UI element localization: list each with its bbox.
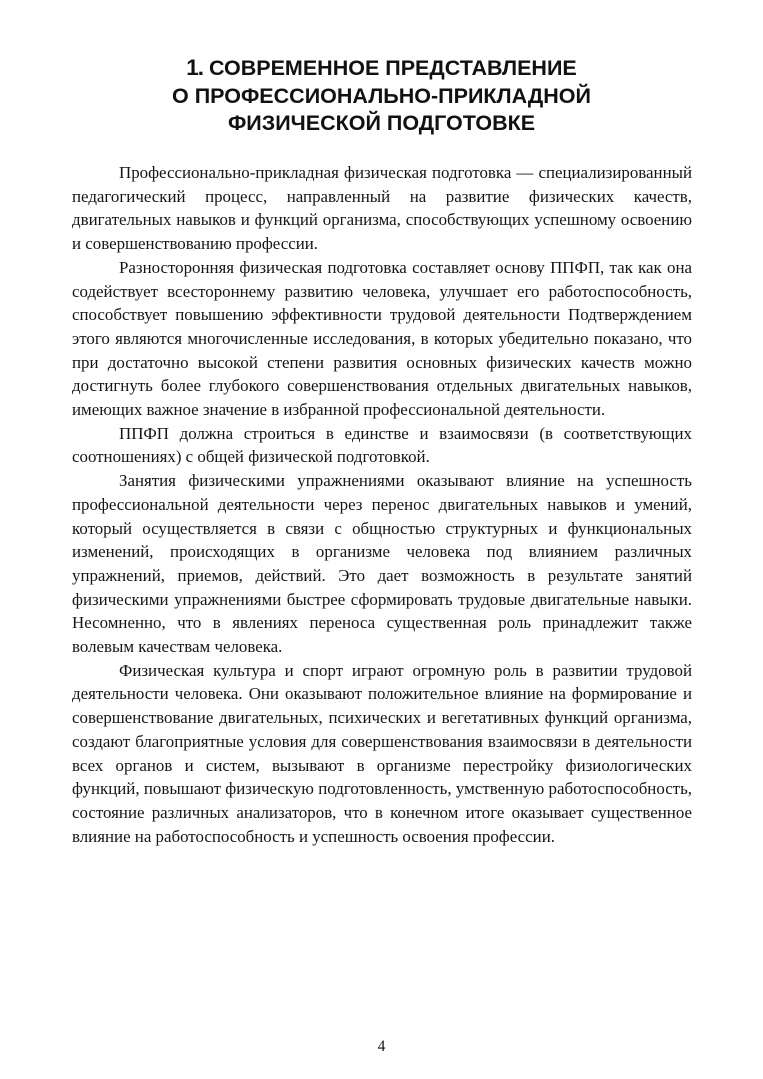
paragraph-sport-role: Физическая культура и спорт играют огромную роль в развитии трудовой деятельности человека. Они оказывают положительное влияние на формирование и совершенствование двигательных, психических и вегетативных функций организма, создают благоприятные условия для совершенствования взаимосвязи в деятельности всех органов и систем, вызывают в организме перестройку физиологических функций, повышают физическую подготовленность, умственную работоспособность, состояние различных анализаторов, что в конечном итоге оказывает существенное влияние на работоспособность и успешность освоения профессии. [72,660,692,846]
page-number: 4 [377,1038,386,1055]
section-heading [70,54,693,138]
body-text [72,161,692,848]
section-number: 1. [186,55,204,80]
heading-title-line-1: СОВРЕМЕННОЕ ПРЕДСТАВЛЕНИЕ [209,56,577,80]
paragraph-ppfp-definition: Профессионально-прикладная физическая подготовка — специализированный педагогический процесс, направленный на развитие физических качеств, двигательных навыков и функций организма, способствующих успешному освоению и совершенствованию профессии. [72,163,692,254]
heading-line-1 [70,54,693,83]
paragraph-skill-transfer: Занятия физическими упражнениями оказывают влияние на успешность профессиональной деятельности через перенос двигательных навыков и умений, который осуществляется в связи с общностью структурных и функциональных изменений, происходящих в организме человека под влиянием различных упражнений, приемов, действий. Это дает возможность в результате занятий физическими упражнениями быстрее сформировать трудовые двигательные навыки. Несомненно, что в явлениях переноса существенная роль принадлежит также волевым качествам человека. [72,471,692,657]
paragraph-general-physical-training: Разносторонняя физическая подготовка составляет основу ППФП, так как она содействует всестороннему развитию человека, улучшает его работоспособность, способствует повышению эффективности трудовой деятельности Подтверждением этого являются многочисленные исследования, в которых убедительно показано, что при достаточно высокой степени развития основных физических качеств можно достигнуть более глубокого совершенствования отдельных двигательных навыков, имеющих важное значение в избранной профессиональной деятельности. [72,257,692,420]
heading-title-line-2: О ПРОФЕССИОНАЛЬНО-ПРИКЛАДНОЙ [172,83,591,108]
paragraph-unity: ППФП должна строиться в единстве и взаимосвязи (в соответствующих соотношениях) с общей физической подготовкой. [72,423,692,467]
heading-title-line-3: ФИЗИЧЕСКОЙ ПОДГОТОВКЕ [227,111,536,135]
